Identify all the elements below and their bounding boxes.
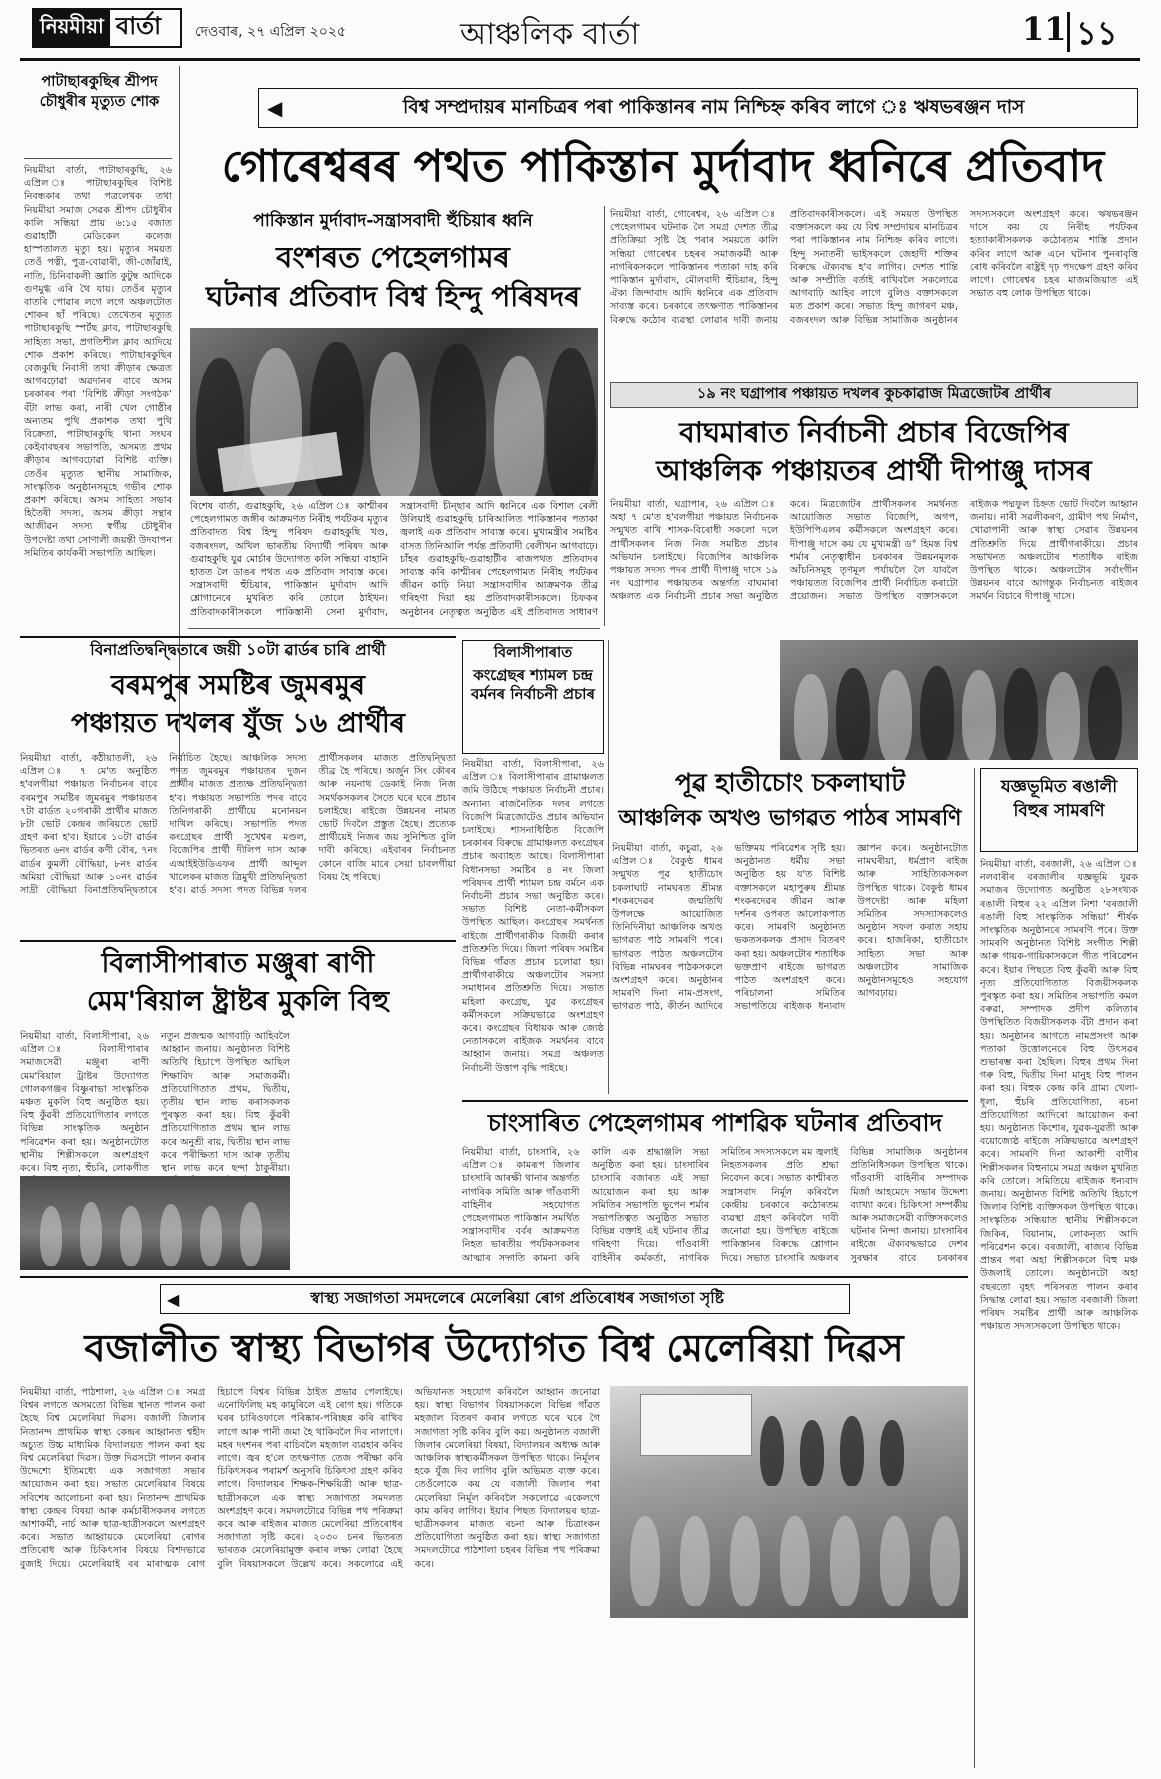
rongali-body: নিয়মীয়া বাৰ্তা, বৰজালী, ২৬ এপ্ৰিল ঃ নলবাৰীৰ বৰজালীৰ যজ্ঞভূমি যুৱক সমাজৰ উদ্যোগত অনুষ্ঠিত ২৮সংখ্যক ৰঙালী বিহুৰ ২২ এপ্ৰিল নিশা ‘বৰজালী ৰঙালী বিহু সাংস্কৃতিক সন্ধিয়া’ শীৰ্ষক সাংস্কৃতিক অনুষ্ঠানৰে সামৰণি পৰে। উক্ত সামৰণি অনুষ্ঠানত বিশিষ্ট সংগীত শিল্পী আৰু গায়ক-গায়িকাসকলে গীত পৰিৱেশন কৰে। ইয়াৰ পিছতে বিহু কুঁৱৰী আৰু বিহু নৃত্য প্ৰতিযোগিতাত বিজয়ীসকলক পুৰস্কৃত কৰা হয়। সমিতিৰ সভাপতি কমল বৰুৱা, সম্পাদক প্ৰদীপ কলিতাৰ উপস্থিতিত বিজয়ীসকলক বঁটা প্ৰদান কৰা হয়। অনুষ্ঠানৰ আগতে নামপ্ৰসংগ আৰু পতাকা উত্তোলনেৰে বিহু উৎসৱৰ শুভাৰম্ভ কৰা হৈছিল। বিহুৰ প্ৰথম দিনা গৰু বিহু, দ্বিতীয় দিনা মানুহ বিহু পালন কৰা হয়। বিহুক কেন্দ্ৰ কৰি গ্ৰাম্য খেলা-ধূলা, হুঁচৰি প্ৰতিযোগিতা, ৰচনা প্ৰতিযোগিতা আদিৰো আয়োজন কৰা হয়। অনুষ্ঠানত কিশোৰ, যুৱক-যুৱতী আৰু বয়োজ্যেষ্ঠ ৰাইজে সক্ৰিয়ভাৱে অংশগ্ৰহণ কৰে। সামৰণি দিনা আকাশী বাণীৰ শিল্পীসকলৰ বিহুনামে সমগ্ৰ অঞ্চল মুখৰিত কৰি তোলে। সমিতিয়ে ৰাইজক ধন্যবাদ জনায়। অনুষ্ঠানত বিশিষ্ট অতিথি হিচাপে জিলাৰ বিশিষ্ট ব্যক্তিসকল উপস্থিত থাকে। সাংস্কৃতিক সন্ধিয়াত স্থানীয় শিল্পীসকলে জিকিৰ, বিয়ানাম, লোকনৃত্য আদি পৰিৱেশন কৰে। বৰজালী, ৰাজ্যৰ বিভিন্ন প্ৰান্তৰ পৰা অহা শিল্পীসকলে বিহু মঞ্চ উজলাই তোলে। অনুষ্ঠানটো অহা বছৰতো বৃহৎ পৰিসৰত পালন কৰাৰ সিদ্ধান্ত লোৱা হয়। সভাত বৰজালী জিলা পৰিষদ সমষ্টিৰ প্ৰাৰ্থী আৰু আঞ্চলিক পঞ্চায়ত সদস্যসকলো উপস্থিত থাকে। — [980, 859, 1138, 1333]
col-divider — [604, 206, 605, 626]
ghagrapar-body-cont — [610, 640, 772, 760]
changsari-body: নিয়মীয়া বাৰ্তা, চাংসাৰি, ২৬ এপ্ৰিল ঃ কামৰূপ জিলাৰ চাংসাৰি আৰক্ষী থানাৰ অন্তৰ্গত নাগৰিক সমিতি আৰু গাঁওবাসী বাহিনীৰ সহযোগত পেহেলগামত পাকিস্তান সমৰ্থিত সন্ত্ৰাসবাদীৰ বৰ্বৰ আক্ৰমণত নিহত ভাৰতীয় পৰ্যটকসকলৰ আত্মাৰ সদ্গতি কামনা কৰি কালি এক শ্ৰদ্ধাঞ্জলি সভা অনুষ্ঠিত কৰা হয়। চাংসাৰিৰ চাংসাৰি বজাৰত এই সভা আয়োজন কৰা হয় আৰু সমিতিৰ সভাপতি ভুপেন শৰ্মাৰ সভাপতিত্বত অনুষ্ঠিত সভাত বিভিন্ন বক্তাই এই ঘটনাৰ তীব্ৰ গৰিহণা দিয়ে। গাঁওবাসী বাহিনীৰ কৰ্মকৰ্তা, নাগৰিক সমিতিৰ সদস্যসকলে মম জ্বলাই নিহতসকলৰ প্ৰতি শ্ৰদ্ধা নিবেদন কৰে। সভাত কাশ্মীৰত সন্ত্ৰাসবাদ নিৰ্মূল কৰিবলৈ কেন্দ্ৰীয় চৰকাৰে কঠোৰতম ব্যৱস্থা গ্ৰহণ কৰিবলৈ দাবী জনোৱা হয়। উপস্থিত ৰাইজে পাকিস্তানৰ বিৰুদ্ধে শ্লোগান দিয়ে। সভাত চাংসাৰি অঞ্চলৰ বিভিন্ন সামাজিক অনুষ্ঠানৰ প্ৰতিনিধিসকল উপস্থিত থাকে। গাঁওবাসী বাহিনীৰ সম্পাদক মিৰ্জা আহমেদে সভাৰ উদ্দেশ্য ব্যাখ্যা কৰে। চিকিৎসা সম্পৰ্কীয় আৰু সমাজসেৱী ব্যক্তিসকলেও ঘটনাৰ নিন্দা জনায়। চাংসাৰিৰ ৰাইজে ঐক্যবদ্ধভাৱে দেশৰ সুৰক্ষাৰ বাবে চৰকাৰৰ — [462, 1147, 968, 1264]
col-divider-2 — [608, 640, 609, 1094]
obituary-body: নিয়মীয়া বাৰ্তা, পাটাছাৰকুছি, ২৬ এপ্ৰিল ঃ পাটাছাৰকুছিৰ বিশিষ্ট নিবন্ধকাৰ তথা পত্ৰলেখক তথা নিয়মীয়া সমাজ সেৱক শ্ৰীপদ চৌধুৰীৰ কালি সন্ধিয়া প্ৰায় ৬:১৫ বজাত গুৱাহাটী মেডিকেল কলেজ হাস্পতালত মৃত্যু হয়। মৃত্যুৰ সময়ত তেওঁ পত্নী, পুত্ৰ-বোৱাৰী, জী-জোঁৱাই, নাতি, চিনিবাকলী জ্ঞাতি কুটুম্ব আদিকে গুণমুগ্ধ এৰি থৈ যায়। তেওঁৰ মৃত্যুৰ বাতৰি পোৱাৰ লগে লগে অঞ্চলটোত শোকৰ ছাঁ পৰিছে। তেখেতৰ মৃত্যুত পাটাছাৰকুছি স্পৰ্টছ ক্লাব, পাটাছাৰকুছি সাহিত্য সভা, প্ৰগতিশীল ক্লাব আদিয়ে শোক প্ৰকাশ কৰিছে। পাটাছাৰকুছিৰ বেজকুছি নিবাসী তথা ক্ৰীড়াৰ ক্ষেত্ৰত আগবঢ়োৱা অৱদানৰ বাবে অসম চৰকাৰৰ পৰা ‘বিশিষ্ট ক্ৰীড়া সংগঠক’ বঁটা লাভ কৰা, নাৰী খেল গোষ্ঠীৰ অন্যতম পুথি প্ৰকাশক তথা পুথি বিক্ৰেতা, পাটাছাৰকুছি থানা সংঘৰ কেইবাবছৰৰ সভাপতি, অসমত প্ৰথম ক্ৰীড়াৰ আগবঢ়োৱা বিশিষ্ট ব্যক্তি। তেওঁৰ মৃত্যুত স্থানীয় সামাজিক, সাংস্কৃতিক অনুষ্ঠানসমূহে গভীৰ শোক প্ৰকাশ কৰিছে। অসম সাহিত্য সভাৰ হিতৈষী সদস্য, অসম ক্ৰীড়া সন্থাৰ আজীৱন সদস্য স্বৰ্গীয় চৌধুৰীৰ উপদেষ্টা তথা সোণালী জয়ন্তী উদযাপন সমিতিৰ কাৰ্যকৰী সভাপতি আছিল। — [24, 165, 172, 559]
changsari-top-rule — [462, 1100, 968, 1102]
vhp-headline-2: ঘটনাৰ প্ৰতিবাদ বিশ্ব হিন্দু পৰিষদৰ — [206, 280, 580, 313]
page-number-latin: 11 — [1022, 10, 1067, 48]
section-title: আঞ্চলিক বাৰ্তা — [460, 17, 640, 52]
malaria-banner — [160, 1284, 850, 1314]
page-number-native: ১১ — [1076, 14, 1118, 52]
triangle-bullet-icon: ◀ — [167, 1289, 180, 1309]
bilasipara-cong-kicker: বিলাসীপাৰাত — [493, 645, 573, 661]
logo-part-2: বাৰ্তা — [115, 11, 162, 40]
manjura-headline-2: মেম'ৰিয়াল ষ্ট্ৰাষ্টৰ মুকলি বিহু — [86, 986, 390, 1017]
ghagrapar-photo — [780, 640, 1138, 760]
malaria-top-rule — [20, 1276, 968, 1278]
triangle-bullet-icon: ◀ — [267, 96, 283, 120]
changsari-headline: চাংসাৰিত পেহেলগামৰ পাশৱিক ঘটনাৰ প্ৰতিবাদ — [487, 1109, 943, 1137]
hatichong-headline-2: আঞ্চলিক অখণ্ড ভাগৱত পাঠৰ সামৰণি — [618, 806, 962, 831]
rongali-headbox — [980, 768, 1138, 852]
ghagrapar-headline-2: আঞ্চলিক পঞ্চায়তৰ প্ৰাৰ্থী দীপাঞ্জু দাসৰ — [656, 454, 1092, 487]
vhp-kicker: পাকিস্তান মুৰ্দাবাদ-সন্ত্ৰাসবাদী হুঁচিয়াৰ ধ্বনি — [253, 211, 533, 231]
main-headline: গোৰেশ্বৰৰ পথত পাকিস্তান মুৰ্দাবাদ ধ্বনিৰে প্ৰতিবাদ — [221, 141, 1105, 192]
ghagrapar-body: নিয়মীয়া বাৰ্তা, ঘগ্ৰাপাৰ, ২৬ এপ্ৰিল ঃ অহা ৭ মে'ত হ'বলগীয়া পঞ্চায়ত নিৰ্বাচনক সন্মুখত ৰাখি শাসক-বিৰোধী সকলো দলে প্ৰাৰ্থীসকলৰ নিজ নিজ সমষ্টিত প্ৰচাৰ অভিযান চলাইছে। বিজেপিৰ আঞ্চলিক পঞ্চায়ত সদস্য পদৰ প্ৰাৰ্থী দীপাঞ্জু দাসে ১৯ নং ঘগ্ৰাপাৰ পঞ্চায়তৰ অন্তৰ্গত বাঘমাৰা অঞ্চলত এক নিৰ্বাচনী প্ৰচাৰ সভা অনুষ্ঠিত কৰে। মিত্ৰজোটৰ প্ৰাৰ্থীসকলৰ সমৰ্থনত আয়োজিত সভাত বিজেপি, অগপ, ইউপিপিএলৰ কৰ্মীসকলে অংশগ্ৰহণ কৰে। দীপাঞ্জু দাসে কয় যে মুখ্যমন্ত্ৰী ড° হিমন্ত বিশ্ব শৰ্মাৰ নেতৃত্বাধীন চৰকাৰৰ উন্নয়নমূলক আঁচনিসমূহ তৃণমূল পৰ্যায়লৈ লৈ যাবলৈ পঞ্চায়তত বিজেপিৰ প্ৰাৰ্থী নিৰ্বাচিত কৰাটো প্ৰয়োজন। সভাত উপস্থিত বক্তাসকলে ৰাইজক পদ্মফুল চিহ্নত ভোট দিবলৈ আহ্বান জনায়। নাৰী সৱলীকৰণ, গ্ৰামীণ পথ নিৰ্মাণ, খোৱাপানী আৰু স্বাস্থ্য সেৱাৰ উন্নয়নৰ প্ৰতিশ্ৰুতি দিয়ে প্ৰাৰ্থীগৰাকীয়ে। প্ৰচাৰ সভাখনত অঞ্চলটোৰ শতাধিক ৰাইজ উপস্থিত থাকে। অঞ্চলটোৰ সৰ্বাংগীন উন্নয়নৰ বাবে আগন্তুক নিৰ্বাচনত ৰাইজৰ সমৰ্থন বিচাৰে দীপাঞ্জু দাসে। — [610, 499, 1138, 603]
logo-part-1: নিয়মীয়া — [34, 10, 110, 46]
vhp-caption: বিশেষ বাৰ্তা, গুৱাহকুছি, ২৬ এপ্ৰিল ঃ কাশ্মীৰৰ পেহেলগামত জঙ্গীৰ আক্ৰমণত নিৰীহ পৰ্যটকৰ মৃত্যুৰ প্ৰতিবাদত বিশ্ব হিন্দু পৰিষদ গুৱাহকুছি খণ্ড, বজৰংদল, অখিল ভাৰতীয় বিদ্যাৰ্থী পৰিষদ আৰু গুৱাহকুছি যুৱ মোৰ্চাৰ উদ্যোগত কলি সন্ধিয়া বাহানি হাতত লৈ ডাঙৰ পথত এক প্ৰতিবাদ সাব্যস্ত কৰে। সন্ত্ৰাসবাদী হুঁচিয়াৰ, পাকিস্তান মুৰ্দাবাদ আদি শ্লোগানেৰে মুখৰিত কৰি তোলে ঠাইখন। প্ৰতিবাদকাৰীসকলে পাকিস্তানী সেনা মুৰ্দাবাদ, সন্ত্ৰাসবাদী চীন্ছাৰ আদি ধ্বনিৰে এক বিশাল ৰেলী উলিয়াই গুৱাহকুছি চাৰিআলিত পাকিস্তানৰ পতাকা জ্বলাই এক প্ৰতিবাদ সাব্যস্ত কৰে। মুখ্যমন্ত্ৰীৰ সমষ্টিৰ বাসত তিনিআলি পৰ্যন্ত প্ৰতিবাদী ৰেলীখন আগবাঢ়ে। চাঁহৰ গুৱাহকুছি-গুৱাহাটীৰ ৰাজপথত প্ৰতিবাদৰ সাব্যস্ত কৰি কাশ্মীৰৰ পেহেলগামত নিৰীহ পৰ্যটকৰ জীৱন কাঢ়ি নিয়া সন্ত্ৰাসবাদীৰ আক্ৰমণক তীব্ৰ গৰিহণা দিয়া হয় প্ৰতিবাদকাৰীসকলে। চিফকৰ অনুষ্ঠানৰ নেতৃত্বত অনুষ্ঠিত এই প্ৰতিবাদত সাধাৰণ — [190, 501, 598, 618]
barampur-kicker: বিনাপ্ৰতিদ্বন্দ্বিতাৰে জয়ী ১০টা ৱাৰ্ডৰ চাৰি প্ৰাৰ্থী — [90, 641, 386, 659]
top-banner — [258, 88, 1138, 128]
bilasipara-cong-body: নিয়মীয়া বাৰ্তা, বিলাসীপাৰা, ২৬ এপ্ৰিল ঃ বিলাসীপাৰাৰ গ্ৰামাঞ্চলত জমি উঠিছে পঞ্চায়ত নিৰ্বাচনী প্ৰচাৰ। অন্যান্য ৰাজনৈতিক দলৰ লগতে বিজেপি মিত্ৰজোটেও প্ৰচাৰ অভিযান চলাইছে। শাসনাধিষ্ঠিত বিজেপি চৰকাৰৰ বিৰুদ্ধে গ্ৰামাঞ্চলত কংগ্ৰেছৰ প্ৰচাৰ অব্যাহত আছে। বিলাসীপাৰা বিধানসভা সমষ্টিৰ ৪ নং জিলা পৰিষদৰ প্ৰাৰ্থী শ্যামল চন্দ্ৰ বৰ্মনে এক নিৰ্বাচনী প্ৰচাৰ সভা অনুষ্ঠিত কৰে। সভাত বিশিষ্ট নেতা-কৰ্মীসকল উপস্থিত আছিল। কংগ্ৰেছৰ সমৰ্থনত ৰাইজে প্ৰাৰ্থীগৰাকীক বিজয়ী কৰাৰ প্ৰতিশ্ৰুতি দিয়ে। জিলা পৰিষদ সমষ্টিৰ বিভিন্ন গাঁৱত প্ৰচাৰ চলোৱা হয়। প্ৰাৰ্থীগৰাকীয়ে অঞ্চলটোৰ সমস্যা সমাধানৰ প্ৰতিশ্ৰুতি দিয়ে। সভাত মহিলা কংগ্ৰেছ, যুৱ কংগ্ৰেছৰ কৰ্মীসকলে সক্ৰিয়ভাৱে অংশগ্ৰহণ কৰে। কংগ্ৰেছৰ বিধায়ক আৰু জ্যেষ্ঠ নেতাসকলে ৰাইজক সমৰ্থনৰ বাবে আহ্বান জনায়। সমগ্ৰ অঞ্চলত নিৰ্বাচনী উত্তাপ বৃদ্ধি পাইছে। — [462, 759, 604, 1074]
top-banner-text: বিশ্ব সম্প্ৰদায়ৰ মানচিত্ৰৰ পৰা পাকিস্তানৰ নাম নিশ্চিহ্ন কৰিব লাগে ঃ ঋষভৰঞ্জন দাস — [403, 96, 1025, 118]
manjura-top-rule — [20, 940, 456, 942]
malaria-headline: বজালীত স্বাস্থ্য বিভাগৰ উদ্যোগত বিশ্ব মেলেৰিয়া দিৱস — [84, 1326, 904, 1370]
barampur-headline-2: পঞ্চায়ত দখলৰ যুঁজ ১৬ প্ৰাৰ্থীৰ — [71, 708, 405, 739]
manjura-bihu-photo — [20, 1176, 290, 1270]
malaria-body: নিয়মীয়া বাৰ্তা, পাঠশালা, ২৬ এপ্ৰিল ঃ সমগ্ৰ বিশ্বৰ লগতে অসমতো বিভিন্ন স্থানত পালন কৰা হৈছে বিশ্ব মেলেৰিয়া দিৱস। বজালী জিলাৰ নিতানন্দ প্ৰাথমিক স্বাস্থ্য কেন্দ্ৰৰ আহ্বানত শ্বহীদ অচ্যুত উচ্চ মাধ্যমিক বিদ্যালয়ত পালন কৰা হয় বিশ্ব মেলেৰিয়া দিৱস। উক্ত দিৱসটো পালন কৰাৰ উদ্দেশ্যে ইতিমধ্যে এক সজাগতা সভাৰ আয়োজন কৰা হয়। সভাত মেলেৰিয়াৰ বিষয়ে সবিশেষ আলোচনা কৰা হয়। নিতানন্দ প্ৰাথমিক স্বাস্থ্য কেন্দ্ৰৰ বিষয়া আৰু কৰ্মচাৰীসকলৰ লগতে আশাকৰ্মী, নাৰ্চ আৰু ছাত্ৰ-ছাত্ৰীসকলে অংশগ্ৰহণ কৰে। সভাত আহ্বায়কে মেলেৰিয়া ৰোগৰ প্ৰতিৰোধ আৰু চিকিৎসাৰ বিষয়ে বিশদভাৱে বুজাই দিয়ে। মেলেৰিয়াই বৰ মাৰাত্মক ৰোগ হিচাপে বিশ্বৰ বিভিন্ন ঠাইত প্ৰভাৱ পেলাইছে। এনোফিলিছ মহ কামুৰিলে এই ৰোগ হয়। গতিকে ঘৰৰ চাৰিওফালে পৰিষ্কাৰ-পৰিচ্ছন্ন কৰি ৰাখিব লাগে আৰু পানী জমা হৈ থাকিবলৈ দিব নালাগে। মহৰ দংশনৰ পৰা বাচিবলৈ মহজাল ব্যৱহাৰ কৰিব লাগে। জ্বৰ হ'লে তৎক্ষণাত তেজ পৰীক্ষা কৰি চিকিৎসকৰ পৰামৰ্শ অনুসৰি চিকিৎসা গ্ৰহণ কৰিব লাগে। বিদ্যালয়ৰ শিক্ষক-শিক্ষয়িত্ৰী আৰু ছাত্ৰ-ছাত্ৰীসকলে এক স্বাস্থ্য সজাগতা সমদলত অংশগ্ৰহণ কৰে। সমদলটোৱে বিভিন্ন পথ পৰিক্ৰমা কৰে আৰু ৰাইজৰ মাজত মেলেৰিয়া প্ৰতিৰোধৰ সজাগতা সৃষ্টি কৰে। ২০৩০ চনৰ ভিতৰত ভাৰতক মেলেৰিয়ামুক্ত কৰাৰ লক্ষ্য লোৱা হৈছে বুলি বিষয়াসকলে উল্লেখ কৰে। সকলোৱে এই অভিযানত সহযোগ কৰিবলৈ আহ্বান জনোৱা হয়। স্বাস্থ্য বিভাগৰ বিষয়াসকলে বিভিন্ন গাঁৱত মহজাল বিতৰণ কৰাৰ লগতে ঘৰে ঘৰে গৈ সজাগতা সৃষ্টি কৰিব বুলি কয়। অনুষ্ঠানত বজালী জিলাৰ মেলেৰিয়া বিষয়া, বিদ্যালয়ৰ অধ্যক্ষ আৰু আঞ্চলিক স্বাস্থ্যকৰ্মীসকল উপস্থিত থাকে। নিৰ্মূলৰ হকে যুঁজ দিব লাগিব বুলি অভিমত ব্যক্ত কৰে। তেওঁলোকে কয় যে বজালী জিলাৰ পৰা মেলেৰিয়া নিৰ্মূল কৰিবলৈ সকলোৱে একেলগে কাম কৰিব লাগিব। ইয়াৰ পিছত বিদ্যালয়ৰ ছাত্ৰ-ছাত্ৰীসকলৰ মাজত ৰচনা আৰু চিত্ৰাংকন প্ৰতিযোগিতা অনুষ্ঠিত কৰা হয়। স্বাস্থ্য সজাগতা সমদলটোৱে পাঠশালা চহৰৰ বিভিন্ন পথ পৰিক্ৰমা কৰে। — [20, 1387, 600, 1570]
vhp-headline-1: বংশৰত পেহেলগামৰ — [276, 240, 510, 274]
header-rule — [20, 58, 1140, 61]
issue-date: দেওবাৰ, ২৭ এপ্ৰিল ২০২৫ — [195, 24, 347, 40]
barampur-headline-1: বৰমপুৰ সমষ্টিৰ জুমৰমুৰ — [110, 670, 366, 701]
ghagrapar-banner: ১৯ নং ঘগ্ৰাপাৰ পঞ্চায়ত দখলৰ কুচকাৱাজ মিত্ৰজোটৰ প্ৰাৰ্থীৰ — [610, 382, 1138, 408]
rongali-headline: যজ্ঞভূমিত ৰঙালী বিহুৰ সামৰণি — [1000, 777, 1118, 821]
barampur-top-rule — [20, 636, 456, 638]
vhp-protest-photo — [190, 328, 598, 496]
malaria-banner-text: স্বাস্থ্য সজাগতা সমদলেৰে মেলেৰিয়া ৰোগ প্ৰতিৰোধৰ সজাগতা সৃষ্টি — [310, 1289, 724, 1307]
page-number-divider — [1067, 12, 1070, 52]
malaria-event-photo — [610, 1386, 968, 1618]
hatichong-headline-1: পূৱ হাতীচোং চকলাঘাট — [674, 768, 906, 797]
manjura-body: নিয়মীয়া বাৰ্তা, বিলাসীপাৰা, ২৬ এপ্ৰিল ঃ বিলাসীপাৰাৰ সমাজসেৱী মঞ্জুৰা ৰাণী মেম'ৰিয়াল ট্ৰাষ্টৰ উদ্যোগত গোলকগঞ্জৰ বিষ্ণুৰাভা সাংস্কৃতিক মঞ্চত মুকলি বিহু অনুষ্ঠিত হয়। বিহু কুঁৱৰী প্ৰতিযোগিতাৰ লগতে বিভিন্ন সাংস্কৃতিক অনুষ্ঠান পৰিৱেশন কৰা হয়। অনুষ্ঠানটোত স্থানীয় শিল্পীসকলে অংশগ্ৰহণ কৰে। বিহু নৃত্য, হুঁচৰি, লোকগীত নতুন প্ৰজন্মক আগবাঢ়ি আহিবলৈ আহ্বান জনায়। অনুষ্ঠানত বিশিষ্ট অতিথি হিচাপে উপস্থিত আছিল শিক্ষাবিদ আৰু সমাজকৰ্মী। প্ৰতিযোগিতাত প্ৰথম, দ্বিতীয়, তৃতীয় স্থান লাভ কৰাসকলক পুৰস্কৃত কৰা হয়। বিহু কুঁৱৰী প্ৰতিযোগিতাত প্ৰথম স্থান লাভ কৰে অনুশ্ৰী ৰায়, দ্বিতীয় স্থান লাভ কৰে পৰীক্ষিতা দাস আৰু তৃতীয় স্থান লাভ কৰে ছন্দা ঠাকুৰীয়া। — [20, 1031, 290, 1175]
vhp-bottom-rule — [188, 628, 600, 629]
hatichong-body: নিয়মীয়া বাৰ্তা, কচুৱা, ২৬ এপ্ৰিল ঃ বৈকুণ্ঠ ধামৰ সন্মুখত পূৱ হাতীচোং চকলাঘাট নামঘৰত শ্ৰীমন্ত শংকৰদেৱৰ জন্মতিথি উপলক্ষে আয়োজিত তিনিদিনীয়া আঞ্চলিক অখণ্ড ভাগৱত পাঠ সামৰণি পৰে। ভাগৱত পাঠত অঞ্চলটোৰ বিভিন্ন নামঘৰৰ পাঠকসকলে অংশগ্ৰহণ কৰে। অনুষ্ঠানৰ সামৰণি দিনা নাম-প্ৰসংগ, ভাগৱত পাঠ, কীৰ্তন আদিৰে ভক্তিময় পৰিৱেশৰ সৃষ্টি হয়। অনুষ্ঠানত ধৰ্মীয় সভা অনুষ্ঠিত হয় য'ত বিশিষ্ট বক্তাসকলে মহাপুৰুষ শ্ৰীমন্ত শংকৰদেৱৰ জীৱন আৰু দৰ্শনৰ ওপৰত আলোকপাত কৰে। সামৰণি অনুষ্ঠানত ভকতসকলক প্ৰসাদ বিতৰণ কৰা হয়। অঞ্চলটোৰ শতাধিক ভক্তপ্ৰাণ ৰাইজে ভাগৱত পাঠত অংশগ্ৰহণ কৰে। পৰিচালনা সমিতিৰ সভাপতিয়ে ৰাইজক ধন্যবাদ জ্ঞাপন কৰে। অনুষ্ঠানটোত নামঘৰীয়া, ধৰ্মপ্ৰাণ ৰাইজ আৰু সাহিত্যিকসকল উপস্থিত থাকে। বৈকুণ্ঠ ধামৰ উপদেষ্টা আৰু মহিলা সমিতিৰ সদস্যাসকলেও অনুষ্ঠান সফল কৰাত সহায় কৰে। হাজৰিকা, হাতীচোং সাহিত্য সভা আৰু অঞ্চলটোৰ সামাজিক অনুষ্ঠানসমূহেও সহযোগ আগবঢ়ায়। — [612, 843, 968, 1013]
obituary-title: পাটাছাৰকুছিৰ শ্ৰীপদ চৌধুৰীৰ মৃত্যুত শোক — [39, 74, 160, 110]
malaria-body-cont — [610, 1626, 968, 1768]
barampur-body: নিয়মীয়া বাৰ্তা, কঠীয়াতলী, ২৬ এপ্ৰিল ঃ ৭ মে'ত অনুষ্ঠিত হ'বলগীয়া পঞ্চায়ত নিৰ্বাচনৰ বাবে বৰমপুৰ সমষ্টিৰ জুমৰমুৰ পঞ্চায়তৰ ৭টা ৱাৰ্ডত ২০গৰাকী প্ৰাৰ্থীৰ মাজত ৮টা ভোট কেন্দ্ৰৰ জৰিয়তে ভোট গ্ৰহণ কৰা হ'ব। ইয়াৰে ১০টা ৱাৰ্ডৰ ভিতৰত ৬নং ৱাৰ্ডৰ কণী বৌৰ, ৭নং ৱাৰ্ডৰ কুমলী বৌদ্ধিয়া, ৮নং ৱাৰ্ডৰ অমিয়া বৌদ্ধিয়া আৰু ১০নং ৱাৰ্ডৰ সাদ্ৰী বৌদ্ধিয়া বিনাপ্ৰতিদ্বন্দ্বিতাৰে নিৰ্বাচিত হৈছে। আঞ্চলিক সদস্য পদত জুমৰমুৰ পঞ্চায়তৰ দুজন প্ৰাৰ্থীৰ মাজত প্ৰত্যক্ষ প্ৰতিদ্বন্দ্বিতা হ'ব। পঞ্চায়ত সভাপতি পদৰ বাবে তিনিগৰাকী প্ৰাৰ্থীয়ে মনোনয়ন দাখিল কৰিছে। সভাপতি পদত কংগ্ৰেছৰ প্ৰাৰ্থী সুখেশ্বৰ মণ্ডল, বিজেপিৰ প্ৰাৰ্থী দীলিপ দাস আৰু এআইইউডিএফৰ প্ৰাৰ্থী আব্দুল খালেকৰ মাজত ত্ৰিমুখী প্ৰতিদ্বন্দ্বিতা হ'ব। ৱাৰ্ড সদস্য পদত বিভিন্ন দলৰ প্ৰাৰ্থীসকলৰ মাজত প্ৰতিদ্বন্দ্বিতা তীব্ৰ হৈ পৰিছে। অৰ্জুন সিং কৌৰৰ আৰু নয়নাথ ডেকাই নিজ নিজ সমৰ্থকসকলৰ সৈতে ঘৰে ঘৰে প্ৰচাৰ চলাইছে। ৰাইজে উন্নয়নৰ নামত ভোট দিবলৈ প্ৰস্তুত হৈছে। প্ৰত্যেক প্ৰাৰ্থীয়েই নিজৰ জয় সুনিশ্চিত বুলি দাবী কৰিছে। এইবাৰৰ নিৰ্বাচনত কোনে বাজি মাৰে সেয়া চাবলগীয়া বিষয় হৈ পৰিছে। — [20, 753, 456, 897]
ghagrapar-headline-1: বাঘমাৰাত নিৰ্বাচনী প্ৰচাৰ বিজেপিৰ — [679, 416, 1069, 449]
masthead-logo — [32, 8, 182, 48]
bilasipara-cong-headbox — [462, 640, 604, 754]
manjura-headline-1: বিলাসীপাৰাত মঞ্জুৰা ৰাণী — [101, 948, 375, 979]
obituary-divider — [24, 158, 172, 159]
bilasipara-cong-headline: কংগ্ৰেছৰ শ্যামল চন্দ্ৰ বৰ্মনৰ নিৰ্বাচনী প্ৰচাৰ — [471, 665, 595, 703]
manjura-body-cont — [298, 1030, 456, 1270]
goreswar-body: নিয়মীয়া বাৰ্তা, গোৰেশ্বৰ, ২৬ এপ্ৰিল ঃ পেহেলগামৰ ঘটনাক লৈ সমগ্ৰ দেশত তীব্ৰ প্ৰতিক্ৰিয়া সৃষ্টি হৈ পৰাৰ সময়তে কালি সন্ধিয়া গোৰেশ্বৰ চহৰৰ সমাজকৰ্মী আৰু নাগৰিকসকলে পাকিস্তানৰ পতাকা দাহ কৰি পাকিস্তান মুৰ্দাবাদ, মৌলবাদী হুঁচিয়াৰ, হিন্দু ঐক্য জিন্দাবাদ আদি ধ্বনিৰে এক প্ৰতিবাদ সাব্যস্ত কৰে। চৰকাৰে তৎক্ষণাত পাকিস্তানৰ বিৰুদ্ধে কঠোৰ ব্যৱস্থা লোৱাৰ দাবী জনায় প্ৰতিবাদকাৰীসকলে। এই সময়ত উপস্থিত বক্তাসকলে কয় যে বিশ্ব সম্প্ৰদায়ৰ মানচিত্ৰৰ পৰা পাকিস্তানৰ নাম নিশ্চিহ্ন কৰিব লাগে। হিন্দু সনাতনী ভাইসকলে জেহাদী শক্তিৰ বিৰুদ্ধে ঐক্যবদ্ধ হ'ব লাগিব। দেশত শান্তি আৰু সম্প্ৰীতি বৰ্তাই ৰাখিবলৈ সকলোৱে আগবাঢ়ি আহিব লাগে বুলিও বক্তাসকলে মত প্ৰকাশ কৰে। সভাত হিন্দু জাগৰণ মঞ্চ, বজৰংদল আৰু বিভিন্ন সামাজিক অনুষ্ঠানৰ সদস্যসকলে অংশগ্ৰহণ কৰে। ঋষভৰঞ্জন দাসে কয় যে নিৰীহ পৰ্যটকৰ হত্যাকাৰীসকলক কঠোৰতম শাস্তি প্ৰদান কৰিব লাগে আৰু এনে ঘটনাৰ পুনৰাবৃত্তি ৰোধ কৰিবলৈ ৰাষ্ট্ৰই দৃঢ় পদক্ষেপ গ্ৰহণ কৰিব লাগে। গোৰেশ্বৰ চহৰ মাজমজিয়াত এই সভাত বহু লোক উপস্থিত থাকে। — [610, 209, 1138, 326]
right-col-divider — [974, 768, 975, 1768]
